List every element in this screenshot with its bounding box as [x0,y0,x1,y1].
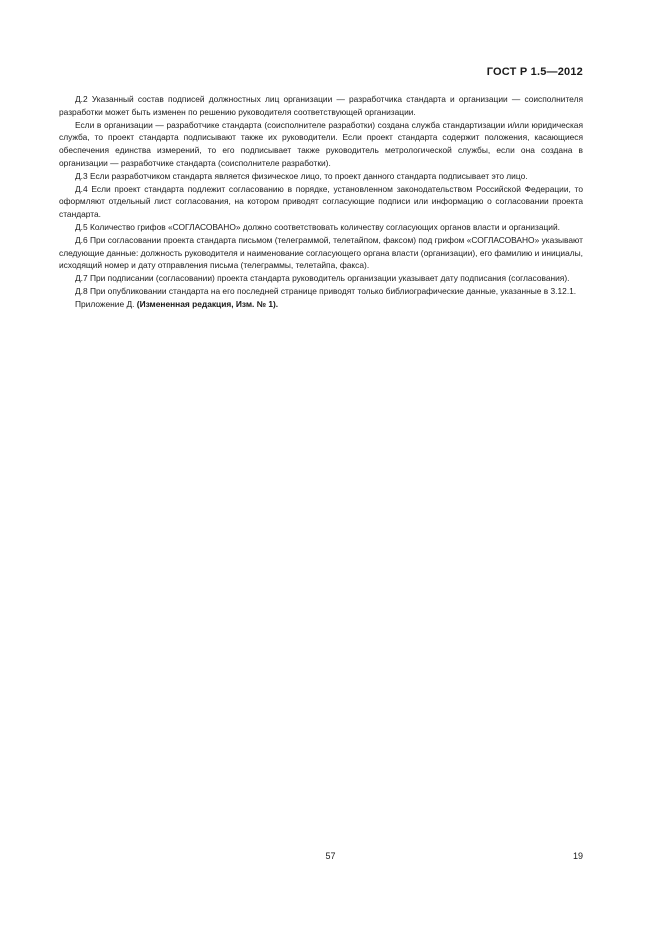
document-body [59,93,583,311]
paragraph-d6: Д.6 При согласовании проекта стандарта письмом (телеграммой, телетайпом, факсом) под грифом «СОГЛАСОВАНО» указывают следующие данные: должность руководителя и наименование согласующего органа власти (организации), его фамилию и инициалы, исходящий номер и дату отправления письма (телеграммы, телетайпа, факса). [59,234,583,271]
paragraph-d7: Д.7 При подписании (согласовании) проекта стандарта руководитель организации указывает дату подписания (согласования). [75,273,570,284]
amendment-prefix: Приложение Д. [75,298,137,309]
paragraph-d4: Д.4 Если проект стандарта подлежит согласованию в порядке, установленном законодательством Российской Федерации, то оформляют отдельный лист согласования, на котором приводят согласующие подписи или информацию о согласовании проекта стандарта. [59,183,583,220]
paragraph-d3: Д.3 Если разработчиком стандарта является физическое лицо, то проект данного стандарта подписывает это лицо. [75,170,528,181]
amendment-note [59,298,583,311]
paragraph-d5: Д.5 Количество грифов «СОГЛАСОВАНО» должно соответствовать количеству согласующих органов власти и организаций. [75,221,560,232]
page-number-right: 19 [572,851,583,861]
paragraph-d2-continuation: Если в организации — разработчике стандарта (соисполнителе разработки) создана служба стандартизации и/или юридическая служба, то проект стандарта подписывают также их руководители. Если проект стандарта содержит положения, касающиеся обеспечения единства измерений, то его подписывает также руководитель метрологической службы, если она создана в организации — разработчике стандарта (соисполнителе разработки). [59,119,583,168]
amendment-bold: (Измененная редакция, Изм. № 1). [136,298,279,309]
paragraph-d2: Д.2 Указанный состав подписей должностных лиц организации — разработчика стандарта и организации — соисполнителя разработки может быть изменен по решению руководителя соответствующей организации. [59,94,583,117]
paragraph-d8: Д.8 При опубликовании стандарта на его последней странице приводят только библиографические данные, указанные в 3.12.1. [75,285,577,296]
document-code-header: ГОСТ Р 1.5—2012 [486,66,583,78]
page-number-center: 57 [325,851,336,861]
